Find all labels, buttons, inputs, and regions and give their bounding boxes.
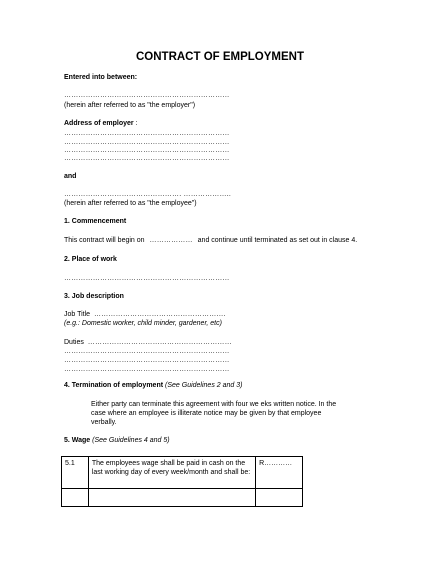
wage-clause-number: 5.1 — [62, 457, 89, 489]
duties-row — [64, 338, 232, 347]
address-line-1: …………………………………………………………… — [64, 130, 230, 137]
start-date-line: ……………… — [149, 237, 193, 244]
document-title: CONTRACT OF EMPLOYMENT — [135, 51, 305, 63]
job-title-row — [64, 310, 226, 319]
wage-guidelines: (See Guidelines 4 and 5) — [92, 437, 170, 444]
termination-text-line-1: Either party can terminate this agreement with four we eks written notice. In the — [91, 401, 337, 408]
wage-empty-text — [88, 489, 255, 507]
address-heading: Address of employer — [64, 120, 134, 127]
duties-label: Duties — [64, 339, 84, 346]
employer-reference: (herein after referred to as "the employer") — [64, 102, 196, 109]
job-description-heading: 3. Job description — [64, 293, 124, 300]
wage-empty-number — [62, 489, 89, 507]
employee-name-line: …………………………………………. ……………….. — [64, 191, 231, 198]
termination-heading-row — [64, 381, 242, 390]
employer-name-line: …………………………………………………………… — [64, 92, 230, 99]
duties-line-first: …………………………………………………… — [87, 339, 232, 346]
and-heading: and — [64, 173, 77, 180]
table-row — [62, 457, 303, 489]
duties-line-2: …………………………………………………………… — [64, 348, 230, 355]
duties-line-3: …………………………………………………………… — [64, 357, 230, 364]
commencement-text-start: This contract will begin on — [64, 237, 145, 244]
job-title-line: ………………………………………………. — [94, 311, 226, 318]
wage-heading-row — [64, 436, 170, 445]
table-row — [62, 489, 303, 507]
address-line-3: …………………………………………………………… — [64, 147, 230, 154]
employee-reference: (herein after referred to as "the employee") — [64, 200, 197, 207]
termination-guidelines: (See Guidelines 2 and 3) — [165, 382, 243, 389]
address-line-2: …………………………………………………………… — [64, 139, 230, 146]
job-title-examples: (e.g.: Domestic worker, child minder, gardener, etc) — [64, 320, 222, 327]
commencement-text — [64, 236, 357, 245]
entered-into-heading: Entered into between: — [64, 74, 138, 81]
address-heading-row — [64, 119, 138, 128]
termination-text-line-2: case where an employee is illiterate notice may be given by that employee — [91, 410, 322, 417]
wage-heading: 5. Wage — [64, 437, 91, 444]
address-colon: : — [133, 120, 138, 127]
termination-heading: 4. Termination of employment — [64, 382, 164, 389]
address-line-4: …………………………………………………………… — [64, 155, 230, 162]
termination-text-line-3: verbally. — [91, 419, 117, 426]
duties-line-4: …………………………………………………………… — [64, 366, 230, 373]
place-of-work-heading: 2. Place of work — [64, 256, 117, 263]
place-of-work-line: …………………………………………………………… — [64, 275, 230, 282]
wage-amount: R………… — [256, 457, 303, 489]
wage-table — [61, 456, 303, 507]
job-title-label: Job Title — [64, 311, 91, 318]
commencement-heading: 1. Commencement — [64, 218, 127, 225]
wage-empty-amount — [256, 489, 303, 507]
wage-clause-text: The employees wage shall be paid in cash on the last working day of every week/month and shall be: — [88, 457, 255, 489]
commencement-text-end: and continue until terminated as set out in clause 4. — [197, 237, 358, 244]
